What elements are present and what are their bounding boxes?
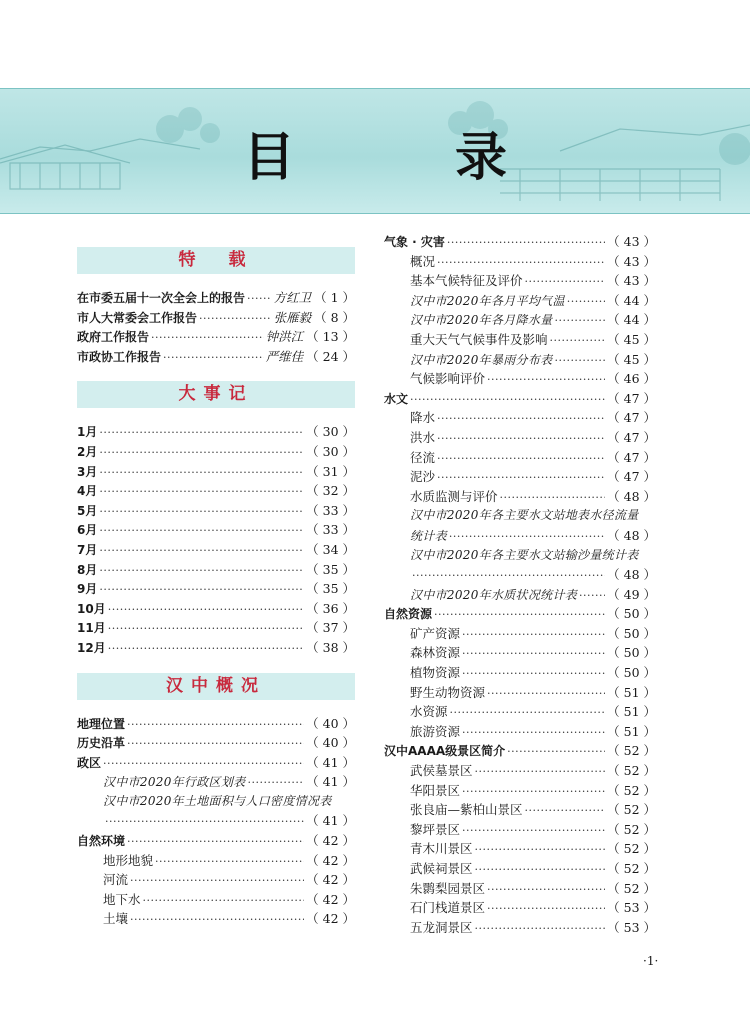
leader-dots (247, 289, 272, 309)
entry-title: 政府工作报告 (77, 330, 150, 345)
entry-title: 地下水 (103, 891, 141, 907)
entry-title: 黎坪景区 (410, 821, 461, 837)
entry-title: 8月 (77, 562, 98, 577)
entry-title: 6月 (77, 523, 98, 538)
toc-entry[interactable] (77, 753, 355, 773)
leader-dots (130, 871, 304, 891)
entry-title: 重大天气气候事件及影响 (410, 331, 548, 347)
entry-title: 张良庙—紫柏山景区 (410, 802, 523, 818)
entry-page: （ 52 ） (607, 880, 656, 896)
entry-title: 朱鹮梨园景区 (410, 880, 486, 896)
leader-dots (525, 272, 606, 292)
entry-page: （ 43 ） (607, 273, 656, 289)
entry-author: 严维佳 (265, 348, 304, 364)
leader-dots (108, 619, 304, 639)
toc-entry[interactable] (77, 347, 355, 367)
toc-entry[interactable] (384, 487, 656, 507)
leader-dots (99, 502, 304, 522)
toc-entry[interactable] (384, 252, 656, 272)
entry-title: 武候祠景区 (410, 861, 473, 876)
entry-page: （ 32 ） (306, 483, 355, 499)
page-title: 目 录 (242, 128, 561, 188)
entry-page: （ 41 ） (306, 754, 355, 770)
toc-entry[interactable] (384, 369, 656, 389)
entry-page: （ 50 ） (607, 606, 656, 622)
section-heading-special: 特 载 (77, 247, 355, 274)
toc-entry[interactable] (384, 722, 656, 742)
toc-entry[interactable] (77, 442, 355, 462)
entry-title: 在市委五届十一次全会上的报告 (77, 291, 246, 305)
leader-dots (487, 899, 605, 919)
toc-entry[interactable] (384, 643, 656, 663)
entry-page: （ 52 ） (607, 743, 656, 759)
entry-page: （ 35 ） (306, 561, 355, 577)
leader-dots (99, 521, 304, 541)
toc-entry[interactable] (77, 851, 355, 871)
entry-author: 张雁毅 (273, 309, 312, 325)
entry-page: （ 45 ） (607, 331, 656, 347)
leader-dots (99, 561, 304, 581)
entry-page: （ 1 ） (314, 290, 355, 305)
leader-dots (475, 762, 606, 782)
entry-page: （ 42 ） (306, 891, 355, 907)
leader-dots (507, 742, 605, 762)
toc-entry[interactable] (384, 800, 656, 820)
leader-dots (475, 919, 606, 939)
entry-title: 自然环境 (77, 834, 126, 849)
entry-page: （ 52 ） (607, 821, 656, 837)
entry-page: （ 13 ） (306, 329, 355, 345)
entry-title: 汉中市2020年暴雨分布表 (410, 352, 553, 367)
entry-title: 汉中市2020年行政区划表 (103, 775, 246, 790)
entry-page: （ 50 ） (607, 665, 656, 681)
toc-entry[interactable] (384, 271, 656, 291)
entry-title: 汉中市2020年各主要水文站地表水径流量 (410, 508, 639, 523)
toc-right-column (384, 232, 656, 937)
leader-dots (434, 605, 605, 625)
entry-page: （ 52 ） (607, 861, 656, 876)
entry-title: 武侯墓景区 (410, 763, 473, 779)
toc-entry[interactable] (384, 879, 656, 899)
leader-dots (462, 821, 605, 841)
toc-entry[interactable] (384, 467, 656, 487)
entry-title: 石门栈道景区 (410, 900, 486, 916)
entry-page: （ 31 ） (306, 463, 355, 479)
entry-page: （ 47 ） (607, 449, 656, 465)
toc-entry[interactable] (77, 618, 355, 638)
entry-page: （ 49 ） (607, 586, 656, 602)
leader-dots (487, 684, 605, 704)
toc-entry[interactable] (384, 310, 656, 330)
leader-dots (143, 891, 305, 911)
entry-page: （ 42 ） (306, 872, 355, 888)
leader-dots (462, 723, 605, 743)
entry-title: 汉中市2020年水质状况统计表 (410, 587, 578, 602)
leader-dots (127, 734, 304, 754)
leader-dots (108, 600, 304, 620)
entry-page: （ 8 ） (314, 309, 355, 325)
leader-dots (105, 812, 304, 832)
leader-dots (462, 625, 605, 645)
leader-dots (99, 541, 304, 561)
entry-page: （ 51 ） (607, 704, 656, 720)
entry-title: 统计表 (410, 528, 447, 543)
entry-page: （ 43 ） (607, 253, 656, 269)
toc-entry[interactable] (77, 540, 355, 560)
toc-entry[interactable] (77, 560, 355, 580)
leader-dots (554, 311, 605, 331)
entry-title: 地形地貌 (103, 852, 154, 868)
leader-dots (99, 482, 304, 502)
toc-entry[interactable] (384, 761, 656, 781)
entry-title: 野生动物资源 (410, 684, 486, 700)
toc-entry[interactable] (384, 898, 656, 918)
entry-title: 9月 (77, 582, 98, 597)
toc-entry[interactable] (77, 831, 355, 851)
leader-dots (462, 644, 605, 664)
entry-title: 11月 (77, 621, 106, 636)
leader-dots (437, 468, 605, 488)
entry-title: 3月 (77, 464, 98, 479)
leader-dots (99, 580, 304, 600)
toc-list-chronicle (77, 422, 355, 657)
toc-entry[interactable] (77, 327, 355, 347)
entry-page: （ 33 ） (306, 502, 355, 518)
entry-page: （ 41 ） (306, 774, 355, 790)
entry-page: （ 53 ） (607, 900, 656, 916)
entry-page: （ 30 ） (306, 424, 355, 440)
entry-page: （ 42 ） (306, 833, 355, 849)
toc-entry[interactable] (384, 428, 656, 448)
toc-entry[interactable] (77, 870, 355, 890)
entry-page: （ 42 ） (306, 911, 355, 927)
entry-page: （ 43 ） (607, 234, 656, 249)
toc-entry-continuation[interactable] (77, 811, 355, 831)
entry-title: 矿产资源 (410, 625, 461, 641)
leader-dots (437, 449, 605, 469)
entry-title: 政区 (77, 755, 102, 770)
entry-page: （ 52 ） (607, 841, 656, 857)
entry-page: （ 44 ） (607, 292, 656, 308)
entry-page: （ 53 ） (607, 919, 656, 935)
leader-dots (449, 527, 605, 547)
entry-title: 水质监测与评价 (410, 488, 498, 504)
leader-dots (99, 423, 304, 443)
toc-entry[interactable] (384, 604, 656, 624)
leader-dots (437, 253, 605, 273)
toc-entry[interactable] (77, 638, 355, 658)
toc-entry[interactable] (384, 546, 656, 566)
entry-title: 7月 (77, 542, 98, 557)
toc-entry[interactable] (77, 890, 355, 910)
entry-page: （ 51 ） (607, 723, 656, 739)
entry-title: 降水 (410, 410, 436, 426)
entry-title: 市人大常委会工作报告 (77, 310, 198, 325)
toc-entry[interactable] (384, 408, 656, 428)
leader-dots (99, 443, 304, 463)
leader-dots (437, 429, 605, 449)
leader-dots (108, 639, 304, 659)
entry-page: （ 51 ） (607, 684, 656, 700)
entry-page: （ 48 ） (607, 567, 656, 583)
toc-entry[interactable] (384, 389, 656, 409)
leader-dots (450, 703, 606, 723)
entry-page: （ 38 ） (306, 639, 355, 655)
toc-entry[interactable] (384, 350, 656, 370)
leader-dots (487, 370, 605, 390)
leader-dots (130, 910, 304, 930)
toc-entry[interactable] (77, 481, 355, 501)
toc-entry[interactable] (384, 839, 656, 859)
entry-page: （ 44 ） (607, 312, 656, 328)
entry-page: （ 46 ） (607, 371, 656, 387)
leader-dots (437, 409, 605, 429)
entry-page: （ 47 ） (607, 429, 656, 445)
entry-title: 汉中市2020年各月平均气温 (410, 293, 565, 308)
toc-entry[interactable] (77, 714, 355, 734)
toc-entry[interactable] (384, 859, 656, 879)
entry-page: （ 45 ） (607, 351, 656, 367)
leader-dots (412, 566, 605, 586)
entry-author: 方红卫 (273, 290, 312, 305)
toc-entry[interactable] (384, 585, 656, 605)
section-heading-overview: 汉中概况 (77, 673, 355, 700)
toc-entry[interactable] (77, 792, 355, 812)
entry-page: （ 47 ） (607, 410, 656, 426)
toc-list-right (384, 232, 656, 937)
leader-dots (487, 880, 605, 900)
entry-title: 汉中市2020年各主要水文站输沙量统计表 (410, 547, 639, 562)
toc-list-overview (77, 714, 355, 930)
toc-entry[interactable] (77, 422, 355, 442)
section-heading-chronicle: 大事记 (77, 381, 355, 408)
leader-dots (567, 292, 605, 312)
toc-entry[interactable] (384, 663, 656, 683)
entry-page: （ 50 ） (607, 625, 656, 641)
entry-page: （ 52 ） (607, 782, 656, 798)
toc-entry[interactable] (77, 308, 355, 328)
leader-dots (151, 328, 264, 348)
toc-entry[interactable] (384, 702, 656, 722)
leader-dots (475, 860, 606, 880)
entry-title: 青木川景区 (410, 841, 473, 857)
leader-dots (462, 782, 605, 802)
leader-dots (99, 463, 304, 483)
entry-page: （ 37 ） (306, 620, 355, 636)
entry-title: 4月 (77, 484, 98, 499)
toc-entry[interactable] (77, 501, 355, 521)
toc-left-column (77, 232, 355, 929)
entry-title: 水文 (384, 391, 409, 406)
entry-page: （ 33 ） (306, 522, 355, 538)
toc-entry[interactable] (77, 909, 355, 929)
entry-page: （ 48 ） (607, 527, 656, 543)
entry-title: 气象 · 灾害 (384, 235, 445, 249)
entry-page: （ 40 ） (306, 715, 355, 731)
entry-title: 洪水 (410, 429, 436, 445)
leader-dots (462, 664, 605, 684)
entry-title: 森林资源 (410, 645, 461, 661)
leader-dots (410, 390, 605, 410)
entry-page: （ 47 ） (607, 390, 656, 406)
toc-entry[interactable] (77, 772, 355, 792)
entry-title: 市政协工作报告 (77, 349, 162, 364)
toc-entry[interactable] (384, 330, 656, 350)
entry-title: 基本气候特征及评价 (410, 273, 523, 289)
toc-entry[interactable] (384, 781, 656, 801)
toc-entry[interactable] (384, 683, 656, 703)
leader-dots (447, 233, 605, 253)
toc-list-special (77, 288, 355, 366)
entry-page: （ 48 ） (607, 488, 656, 504)
entry-page: （ 41 ） (306, 813, 355, 829)
entry-page: （ 47 ） (607, 469, 656, 485)
toc-entry[interactable] (384, 291, 656, 311)
entry-title: 植物资源 (410, 665, 461, 681)
entry-page: （ 24 ） (306, 348, 355, 364)
entry-page: （ 35 ） (306, 581, 355, 597)
leader-dots (525, 801, 606, 821)
entry-title: 12月 (77, 640, 106, 655)
entry-title: 水资源 (410, 704, 448, 720)
toc-entry[interactable] (384, 624, 656, 644)
leader-dots (579, 586, 605, 606)
entry-title: 径流 (410, 449, 436, 465)
entry-page: （ 36 ） (306, 600, 355, 616)
toc-entry[interactable] (384, 741, 656, 761)
toc-entry[interactable] (77, 462, 355, 482)
toc-entry[interactable] (384, 820, 656, 840)
entry-title: 1月 (77, 425, 98, 440)
entry-title: 气候影响评价 (410, 371, 486, 387)
entry-title: 10月 (77, 601, 106, 616)
leader-dots (247, 773, 304, 793)
toc-entry-continuation[interactable] (384, 565, 656, 585)
entry-title: 旅游资源 (410, 723, 461, 739)
toc-entry[interactable] (77, 520, 355, 540)
entry-title: 历史沿革 (77, 736, 126, 751)
entry-title: 泥沙 (410, 469, 436, 485)
entry-title: 五龙洞景区 (410, 919, 473, 935)
entry-title: 概况 (410, 253, 436, 269)
leader-dots (127, 715, 304, 735)
entry-page: （ 42 ） (306, 852, 355, 868)
entry-page: （ 34 ） (306, 541, 355, 557)
entry-page: （ 52 ） (607, 802, 656, 818)
entry-page: （ 30 ） (306, 443, 355, 459)
leader-dots (500, 488, 606, 508)
toc-entry[interactable] (384, 918, 656, 938)
entry-title: 汉中AAAA级景区简介 (384, 744, 506, 759)
entry-title: 地理位置 (77, 716, 126, 731)
leader-dots (550, 331, 606, 351)
entry-title: 河流 (103, 872, 129, 888)
leader-dots (127, 832, 304, 852)
toc-entry[interactable] (77, 599, 355, 619)
toc-entry[interactable] (384, 448, 656, 468)
leader-dots (103, 754, 304, 774)
entry-title: 华阳景区 (410, 782, 461, 798)
entry-page: （ 52 ） (607, 763, 656, 779)
entry-author: 钟洪江 (265, 329, 304, 345)
page-number: ·1· (643, 954, 659, 968)
entry-title: 汉中市2020年各月降水量 (410, 313, 553, 328)
entry-title: 土壤 (103, 911, 129, 927)
toc-entry[interactable] (384, 526, 656, 546)
toc-entry[interactable] (384, 232, 656, 252)
toc-entry[interactable] (77, 579, 355, 599)
leader-dots (475, 840, 606, 860)
toc-entry[interactable] (384, 506, 656, 526)
entry-title: 自然资源 (384, 607, 433, 622)
leader-dots (199, 309, 272, 329)
toc-entry[interactable] (77, 288, 355, 308)
leader-dots (554, 351, 605, 371)
leader-dots (163, 348, 264, 368)
entry-title: 5月 (77, 503, 98, 518)
title-banner (0, 88, 750, 214)
entry-page: （ 50 ） (607, 645, 656, 661)
entry-title: 汉中市2020年土地面积与人口密度情况表 (103, 793, 332, 808)
entry-page: （ 40 ） (306, 735, 355, 751)
leader-dots (155, 852, 304, 872)
toc-entry[interactable] (77, 733, 355, 753)
entry-title: 2月 (77, 444, 98, 459)
